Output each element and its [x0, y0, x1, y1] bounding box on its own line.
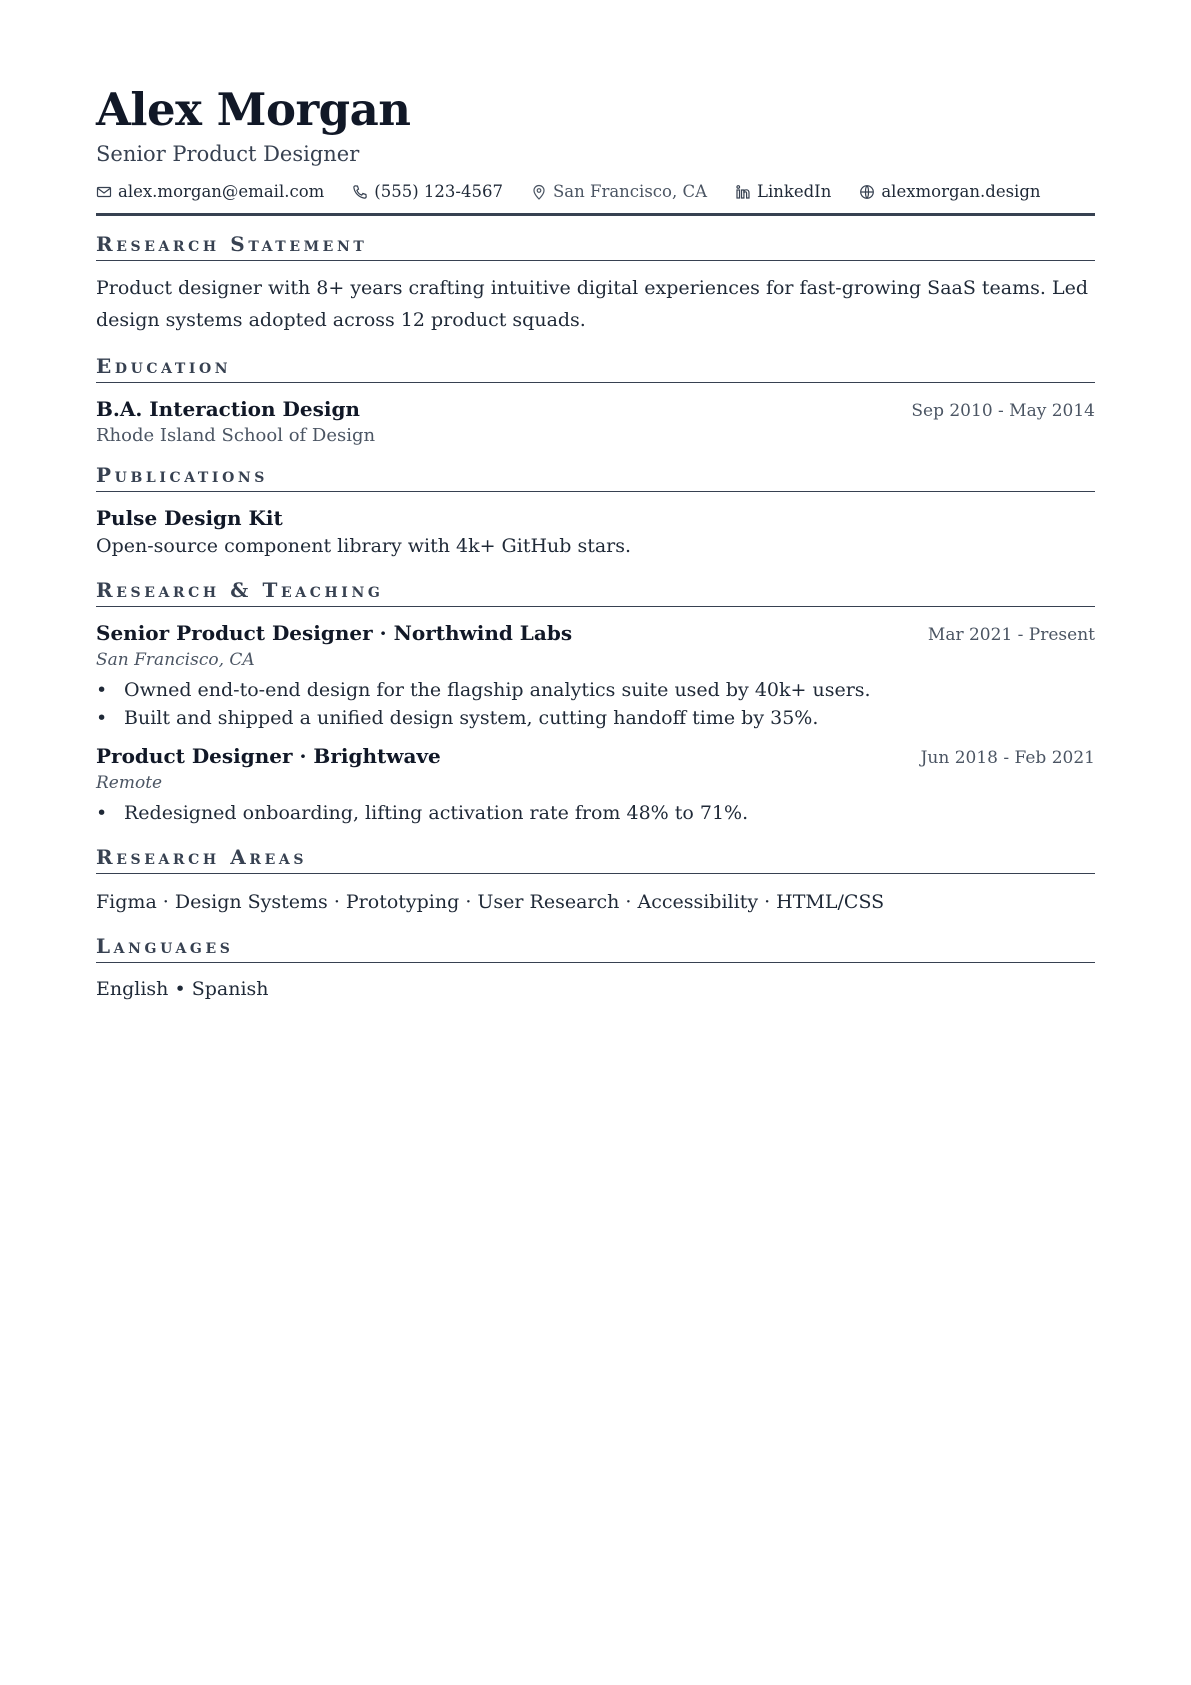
- section-languages: [96, 934, 1095, 1003]
- section-research-teaching: [96, 578, 1095, 827]
- section-research-areas: [96, 845, 1095, 916]
- bullet-marker: •: [96, 802, 108, 824]
- bullet-list: [96, 676, 1095, 732]
- section-publications: [96, 463, 1095, 560]
- header-divider: [96, 213, 1095, 216]
- list-item: [96, 704, 1095, 732]
- section-title: Research Statement: [96, 232, 1095, 261]
- publication-title: Pulse Design Kit: [96, 506, 283, 530]
- linkedin-icon: [735, 184, 751, 200]
- contact-linkedin[interactable]: [735, 181, 831, 203]
- degree: B.A. Interaction Design: [96, 397, 360, 421]
- resume-header: [96, 82, 1095, 216]
- contact-linkedin-text: LinkedIn: [757, 182, 832, 201]
- section-title: Research Areas: [96, 845, 1095, 874]
- school: Rhode Island School of Design: [96, 425, 376, 446]
- mail-icon: [96, 184, 112, 200]
- statement-text: Product designer with 8+ years crafting intuitive digital experiences for fast-growing SaaS teams. Led design systems adopted across 12 product squads.: [96, 277, 1088, 331]
- section-title: Education: [96, 354, 1095, 383]
- list-item: [96, 799, 1095, 827]
- globe-icon: [859, 184, 875, 200]
- bullet-text: Owned end-to-end design for the flagship analytics suite used by 40k+ users.: [124, 679, 871, 701]
- publication-entry: [96, 504, 1095, 560]
- bullet-text: Built and shipped a unified design system, cutting handoff time by 35%.: [124, 707, 819, 729]
- position-location: Remote: [96, 773, 163, 793]
- contact-website[interactable]: [859, 181, 1040, 203]
- position-title: Senior Product Designer · Northwind Labs: [96, 621, 573, 645]
- contact-phone-text: (555) 123-4567: [374, 182, 503, 201]
- contact-website-text: alexmorgan.design: [881, 182, 1041, 201]
- phone-icon: [352, 184, 368, 200]
- publication-description: Open-source component library with 4k+ GitHub stars.: [96, 535, 632, 557]
- experience-entry: [96, 742, 1095, 827]
- candidate-title: Senior Product Designer: [96, 142, 360, 166]
- entry-dates: Jun 2018 - Feb 2021: [920, 748, 1095, 768]
- bullet-marker: •: [96, 679, 108, 701]
- entry-header: [96, 504, 1095, 532]
- position-title: Product Designer · Brightwave: [96, 744, 441, 768]
- experience-entry: [96, 619, 1095, 732]
- location-icon: [531, 184, 547, 200]
- entry-dates: Sep 2010 - May 2014: [911, 401, 1095, 421]
- contact-phone[interactable]: [352, 181, 503, 203]
- bullet-marker: •: [96, 707, 108, 729]
- section-research-statement: [96, 232, 1095, 336]
- contact-email-text: alex.morgan@email.com: [118, 182, 325, 201]
- entry-header: [96, 619, 1095, 647]
- entry-header: [96, 395, 1095, 423]
- section-education: [96, 354, 1095, 449]
- education-entry: [96, 395, 1095, 449]
- bullet-text: Redesigned onboarding, lifting activation rate from 48% to 71%.: [124, 802, 749, 824]
- contact-location: [531, 181, 707, 203]
- position-location: San Francisco, CA: [96, 650, 255, 670]
- bullet-list: [96, 799, 1095, 827]
- candidate-name: Alex Morgan: [96, 83, 411, 136]
- contact-location-text: San Francisco, CA: [552, 182, 707, 201]
- section-title: Research & Teaching: [96, 578, 1095, 607]
- list-item: [96, 676, 1095, 704]
- section-title: Publications: [96, 463, 1095, 492]
- contact-email[interactable]: [96, 181, 324, 203]
- languages-list: English • Spanish: [96, 978, 269, 1000]
- entry-dates: Mar 2021 - Present: [927, 625, 1095, 645]
- entry-header: [96, 742, 1095, 770]
- contact-bar: [96, 181, 1095, 203]
- research-areas-list: Figma · Design Systems · Prototyping · User Research · Accessibility · HTML/CSS: [96, 891, 885, 913]
- section-title: Languages: [96, 934, 1095, 963]
